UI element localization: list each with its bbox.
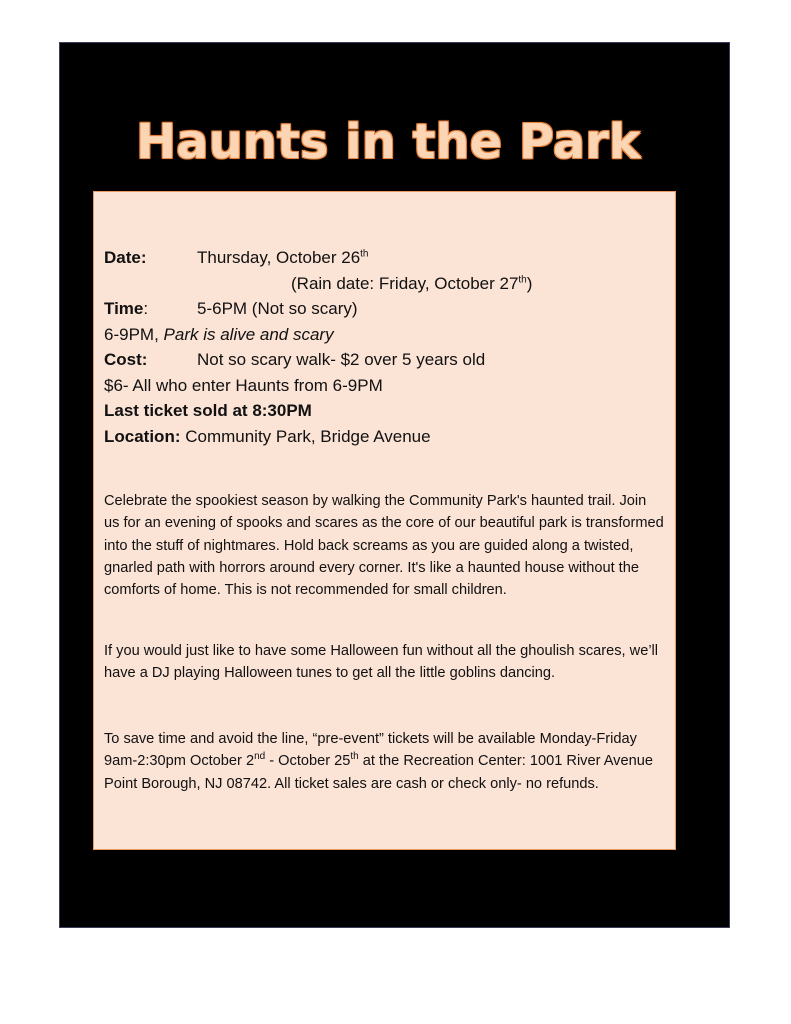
time-value: 5-6PM (Not so scary) (197, 299, 358, 318)
dj-paragraph: If you would just like to have some Halloween fun without all the ghoulish scares, we’ll have a DJ playing Halloween tunes to get all the little goblins dancing. (104, 643, 659, 682)
cost-row (104, 347, 664, 373)
event-details (104, 245, 664, 449)
cost-row-2: $6- All who enter Haunts from 6-9PM (104, 375, 383, 395)
flyer-title: Haunts in the Park (136, 114, 641, 170)
event-info-card (93, 191, 676, 850)
location-row (104, 424, 664, 450)
rain-date-row (104, 271, 664, 297)
location-value: Community Park, Bridge Avenue (180, 426, 431, 446)
cost-label: Cost: (104, 350, 148, 369)
location-label: Location: (104, 426, 181, 446)
time-row: Time: 5-6PM (Not so scary) (104, 296, 664, 322)
last-ticket: Last ticket sold at 8:30PM (104, 401, 312, 420)
time-label: Time (104, 299, 144, 318)
cost-value: Not so scary walk- $2 over 5 years old (197, 350, 486, 369)
description-paragraph: Celebrate the spookiest season by walking the Community Park's haunted trail. Join us for an evening of spooks and scares as the core of our beautiful park is transformed into the stuff of nightmares. Hold back screams as you are guided along a twisted, gnarled path with horrors around every corner. It's like a haunted house without the comforts of home. This is not recommended for small children. (104, 493, 664, 599)
date-row (104, 245, 664, 271)
time-row-2: 6-9PM, Park is alive and scary (104, 324, 334, 344)
rain-date: (Rain date: Friday, October 27th) (291, 273, 533, 293)
date-label: Date: (104, 248, 147, 267)
tickets-paragraph: To save time and avoid the line, “pre-event” tickets will be available Monday-Friday 9am-2:30pm October 2nd - October 25th at the Recreation Center: 1001 River Avenue Point Borough, NJ 08742. All ticket sales are cash or check only- no refunds. (104, 731, 653, 792)
date-value: Thursday, October 26th (197, 248, 369, 267)
